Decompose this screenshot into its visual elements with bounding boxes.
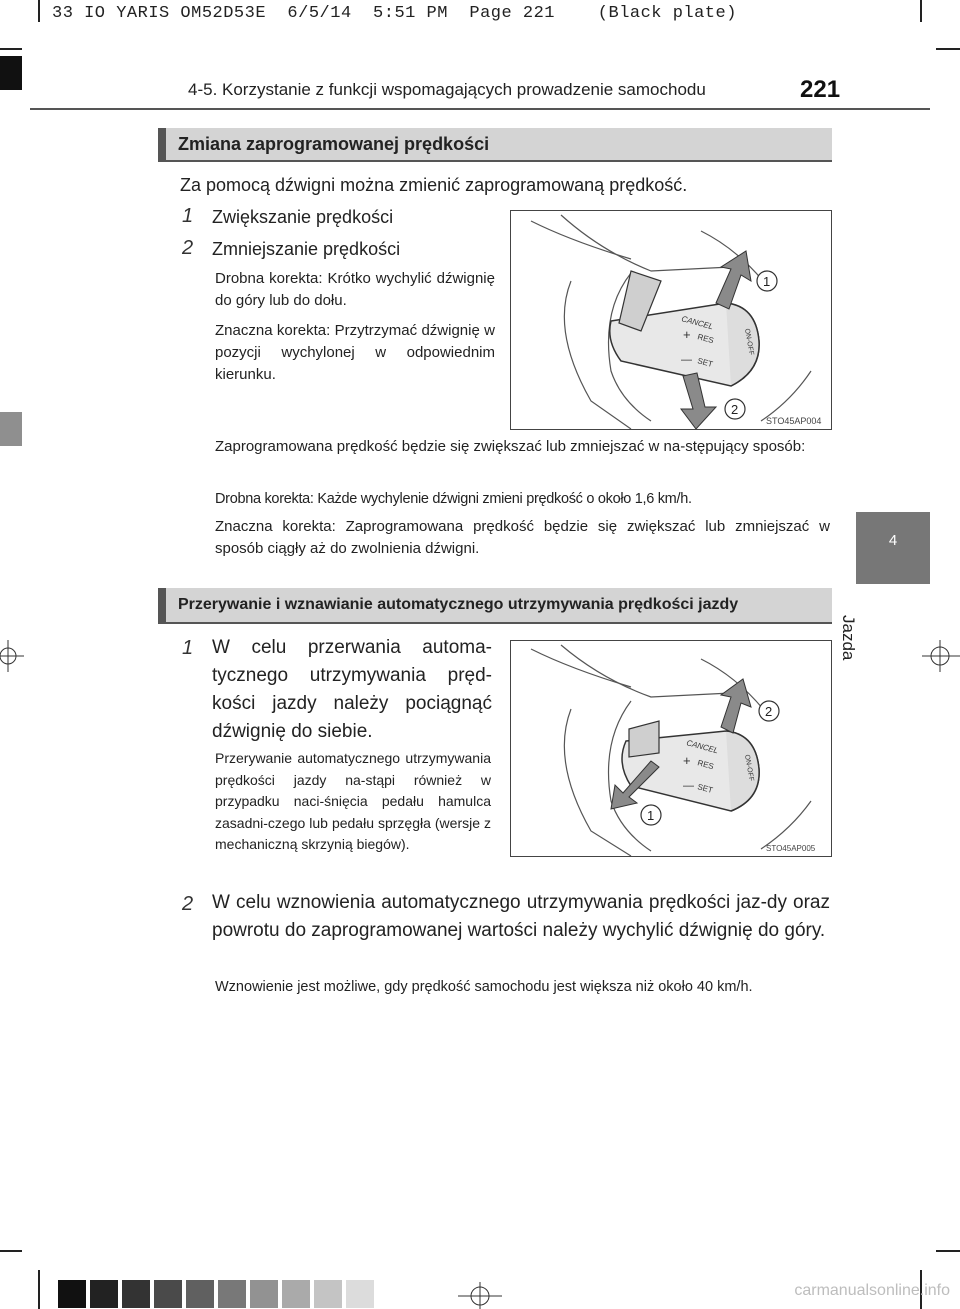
crop-mark (38, 0, 40, 22)
step-2-number: 2 (182, 237, 194, 259)
crop-mark (920, 0, 922, 22)
crop-mark (0, 1250, 22, 1252)
corner-marker (0, 56, 22, 90)
print-header: 33 IO YARIS OM52D53E 6/5/14 5:51 PM Page 221 (Black plate) (52, 4, 737, 23)
crop-mark (0, 48, 22, 50)
color-swatch (314, 1280, 342, 1308)
s2-step-1-note: Przerywanie automatycznego utrzymywania prędkości jazdy na-stąpi również w przypadku naci-śnięcia pedału hamulca zasadni-czego lub pedału sprzęgła (wersje z mechaniczną skrzynią biegów). (215, 750, 491, 852)
paragraph-speed-change: Zaprogramowana prędkość będzie się zwiększać lub zmniejszać w na-stępujący sposób: (215, 438, 806, 455)
lever-cancel-label: CANCEL (685, 738, 720, 756)
figure-lever-cancel-resume (510, 640, 832, 857)
section1-intro: Za pomocą dźwigni można zmienić zaprogramowaną prędkość. (180, 175, 688, 195)
crop-mark (936, 1250, 960, 1252)
lever-minus-label: — (683, 780, 694, 792)
section-title-cancel-resume: Przerywanie i wznawianie automatycznego utrzymywania prędkości jazdy (158, 588, 832, 624)
s2-step-2-note: Wznowienie jest możliwe, gdy prędkość samochodu jest większa niż około 40 km/h. (215, 979, 753, 995)
color-swatch (346, 1280, 374, 1308)
header-rule (30, 108, 930, 110)
figure-lever-speed-adjust (510, 210, 832, 430)
registration-mark-icon (922, 636, 960, 676)
registration-mark-icon (458, 1282, 502, 1309)
s2-step-1-text: W celu przerwania automa-tycznego utrzymywania pręd-kości jazdy należy pociągnąć dźwignię do siebie. (212, 637, 492, 742)
chapter-tab-label: Jazda (839, 615, 858, 661)
color-swatch (90, 1280, 118, 1308)
lever-cancel-label: CANCEL (680, 314, 715, 332)
lever-res-label: RES (696, 332, 715, 346)
crop-mark (936, 48, 960, 50)
figure-code: STO45AP005 (766, 844, 816, 853)
lever-plus-label: + (683, 753, 691, 768)
lever-set-label: SET (696, 782, 714, 795)
lever-onoff-label: ON-OFF (743, 754, 755, 782)
arrow-up-icon (721, 679, 751, 733)
color-swatch (58, 1280, 86, 1308)
lever-set-label: SET (696, 356, 714, 369)
lever-onoff-label: ON-OFF (743, 328, 755, 356)
arrow-up-icon (716, 251, 751, 309)
lever-plus-label: + (683, 327, 691, 342)
callout-1: 1 (763, 274, 771, 289)
side-marker (0, 412, 22, 446)
figure-code: STO45AP004 (766, 416, 822, 426)
callout-2: 2 (731, 402, 739, 417)
color-swatch (122, 1280, 150, 1308)
lever-res-label: RES (696, 758, 715, 772)
color-swatch (186, 1280, 214, 1308)
step-1-text: Zwiększanie prędkości (212, 207, 394, 227)
paragraph-fine-adjust: Drobna korekta: Każde wychylenie dźwigni zmieni prędkość o około 1,6 km/h. (215, 491, 692, 507)
paragraph-coarse-adjust: Znaczna korekta: Zaprogramowana prędkość będzie się zwiększać lub zmniejszać w sposób ciągły aż do zwolnienia dźwigni. (215, 518, 830, 557)
color-swatch (250, 1280, 278, 1308)
registration-mark-icon (0, 636, 24, 676)
step-2-text: Zmniejszanie prędkości (212, 239, 401, 259)
chapter-tab-number: 4 (888, 532, 898, 549)
running-head: 4-5. Korzystanie z funkcji wspomagających prowadzenie samochodu (188, 80, 706, 99)
note-fine-adjust: Drobna korekta: Krótko wychylić dźwignię do góry lub do dołu. (215, 270, 495, 309)
callout-2: 2 (765, 704, 773, 719)
s2-step-1-number: 1 (182, 637, 194, 659)
crop-mark (38, 1270, 40, 1309)
s2-step-2-number: 2 (182, 893, 194, 915)
color-swatch (154, 1280, 182, 1308)
color-swatch (282, 1280, 310, 1308)
step-1-number: 1 (182, 205, 194, 227)
section-title-change-speed: Zmiana zaprogramowanej prędkości (158, 128, 832, 162)
callout-1: 1 (647, 808, 655, 823)
watermark: carmanualsonline.info (794, 1282, 950, 1299)
note-coarse-adjust: Znaczna korekta: Przytrzymać dźwignię w pozycji wychylonej w odpowiednim kierunku. (215, 322, 495, 383)
lever-minus-label: — (681, 354, 692, 366)
color-swatch (218, 1280, 246, 1308)
page-number: 221 (800, 76, 841, 103)
s2-step-2-text: W celu wznowienia automatycznego utrzymywania prędkości jaz-dy oraz powrotu do zaprogramowanej wartości należy wychylić dźwignię do góry. (212, 892, 830, 941)
